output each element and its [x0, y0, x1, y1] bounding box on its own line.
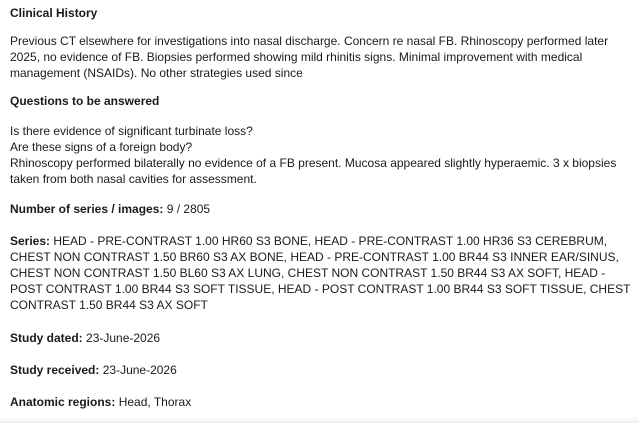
clinical-history-text: Previous CT elsewhere for investigations into nasal discharge. Concern re nasal FB. Rhinoscopy performed later 2025, no evidence of FB. Biopsies performed showing mild rhinitis signs. Minimal improvement with medical management (NSAIDs). No other strategies used since: [10, 34, 609, 80]
bottom-edge-shadow: [0, 417, 639, 423]
study-received-label: Study received:: [10, 363, 100, 377]
study-dated-row: [10, 330, 160, 346]
series-row: [10, 233, 632, 313]
study-dated-value: 23-June-2026: [86, 331, 161, 345]
study-received-row: [10, 362, 177, 378]
question-line-1: Is there evidence of significant turbinate loss?: [10, 124, 253, 138]
series-label: Series:: [10, 234, 51, 248]
study-received-value: 23-June-2026: [102, 363, 177, 377]
anatomic-regions-row: [10, 394, 191, 410]
series-value: HEAD - PRE-CONTRAST 1.00 HR60 S3 BONE, HEAD - PRE-CONTRAST 1.00 HR36 S3 CEREBRUM, CHEST NON CONTRAST 1.50 BR60 S3 AX BONE, HEAD - PRE-CONTRAST 1.00 BR44 S3 INNER EAR/SINUS, CHEST NON CONTRAST 1.50 BL60 S3 AX LUNG, CHEST NON CONTRAST 1.50 BR44 S3 AX SOFT, HEAD - POST CONTRAST 1.00 BR44 S3 SOFT TISSUE, HEAD - POST CONTRAST 1.00 BR44 S3 SOFT TISSUE, CHEST CONTRAST 1.50 BR44 S3 AX SOFT: [10, 234, 631, 312]
question-line-3: Rhinoscopy performed bilaterally no evidence of a FB present. Mucosa appeared slightly hyperaemic. 3 x biopsies taken from both nasal cavities for assessment.: [10, 156, 617, 186]
series-count-label: Number of series / images:: [10, 202, 164, 216]
anatomic-regions-value: Head, Thorax: [118, 395, 192, 409]
series-count-row: [10, 201, 210, 217]
questions-heading: Questions to be answered: [10, 94, 160, 108]
study-dated-label: Study dated:: [10, 331, 83, 345]
clinical-history-heading: Clinical History: [10, 6, 98, 20]
question-line-2: Are these signs of a foreign body?: [10, 140, 193, 154]
anatomic-regions-label: Anatomic regions:: [10, 395, 116, 409]
series-count-value: 9 / 2805: [166, 202, 211, 216]
